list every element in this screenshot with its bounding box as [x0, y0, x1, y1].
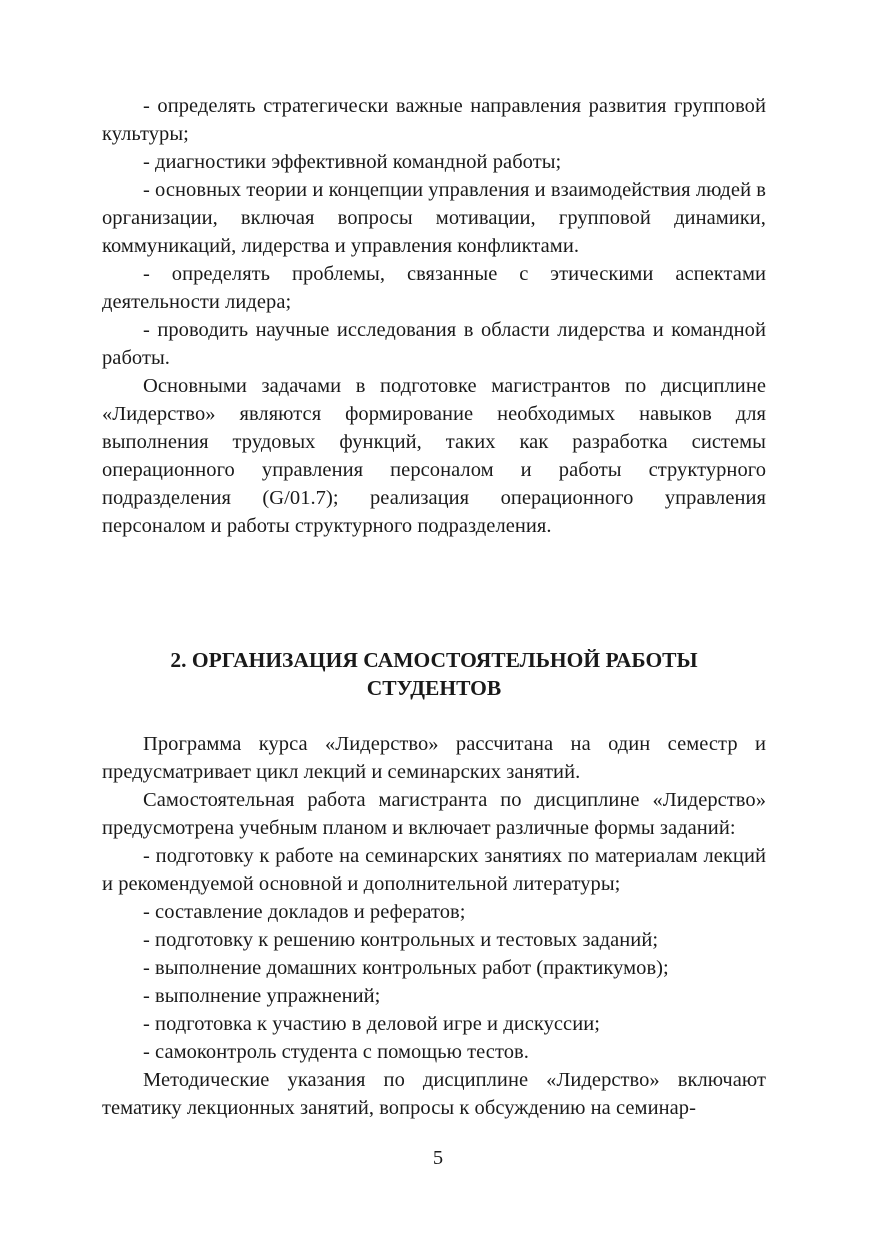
tasks-paragraph: Основными задачами в подготовке магистрантов по дисциплине «Лидерство» являются формирование необходимых навыков для выполнения трудовых функций, таких как разработка системы операционного управления персоналом и работы структурного подразделения (G/01.7); реализация операционного управления персоналом и работы структурного подразделения.: [102, 375, 766, 537]
list-item: - подготовку к решению контрольных и тестовых заданий;: [143, 929, 659, 951]
section-heading: [102, 646, 766, 702]
section-heading-line-1: 2. ОРГАНИЗАЦИЯ САМОСТОЯТЕЛЬНОЙ РАБОТЫ: [170, 648, 698, 672]
list-item: - составление докладов и рефератов;: [143, 901, 466, 923]
intro-section: [102, 92, 766, 540]
list-item: - подготовка к участию в деловой игре и дискуссии;: [143, 1013, 600, 1035]
bullet-research: - проводить научные исследования в области лидерства и командной работы.: [102, 319, 766, 369]
bullet-group-culture: - определять стратегически важные направления развития групповой культуры;: [102, 95, 766, 145]
bullet-management-theories: - основных теории и концепции управления и взаимодействия людей в организации, включая вопросы мотивации, групповой динамики, коммуникаций, лидерства и управления конфликтами.: [102, 179, 766, 257]
independent-work-paragraph: Самостоятельная работа магистранта по дисциплине «Лидерство» предусмотрена учебным планом и включает различные формы заданий:: [102, 789, 766, 839]
list-item-seminar-prep: - подготовку к работе на семинарских занятиях по материалам лекций и рекомендуемой основной и дополнительной литературы;: [102, 845, 766, 895]
section-body: [102, 730, 766, 1122]
list-item: - выполнение домашних контрольных работ (практикумов);: [143, 957, 669, 979]
course-program-paragraph: Программа курса «Лидерство» рассчитана на один семестр и предусматривает цикл лекций и семинарских занятий.: [102, 733, 766, 783]
list-item: - выполнение упражнений;: [143, 985, 381, 1007]
page-content: [102, 92, 766, 1122]
methodical-guidelines-paragraph: Методические указания по дисциплине «Лидерство» включают тематику лекционных занятий, вопросы к обсуждению на семинар-: [102, 1069, 766, 1119]
list-item: - самоконтроль студента с помощью тестов.: [143, 1041, 529, 1063]
bullet-ethics: - определять проблемы, связанные с этическими аспектами деятельности лидера;: [102, 263, 766, 313]
bullet-team-diagnostics: - диагностики эффективной командной работы;: [143, 151, 562, 173]
section-heading-line-2: СТУДЕНТОВ: [366, 676, 502, 700]
page-number: 5: [432, 1147, 444, 1169]
